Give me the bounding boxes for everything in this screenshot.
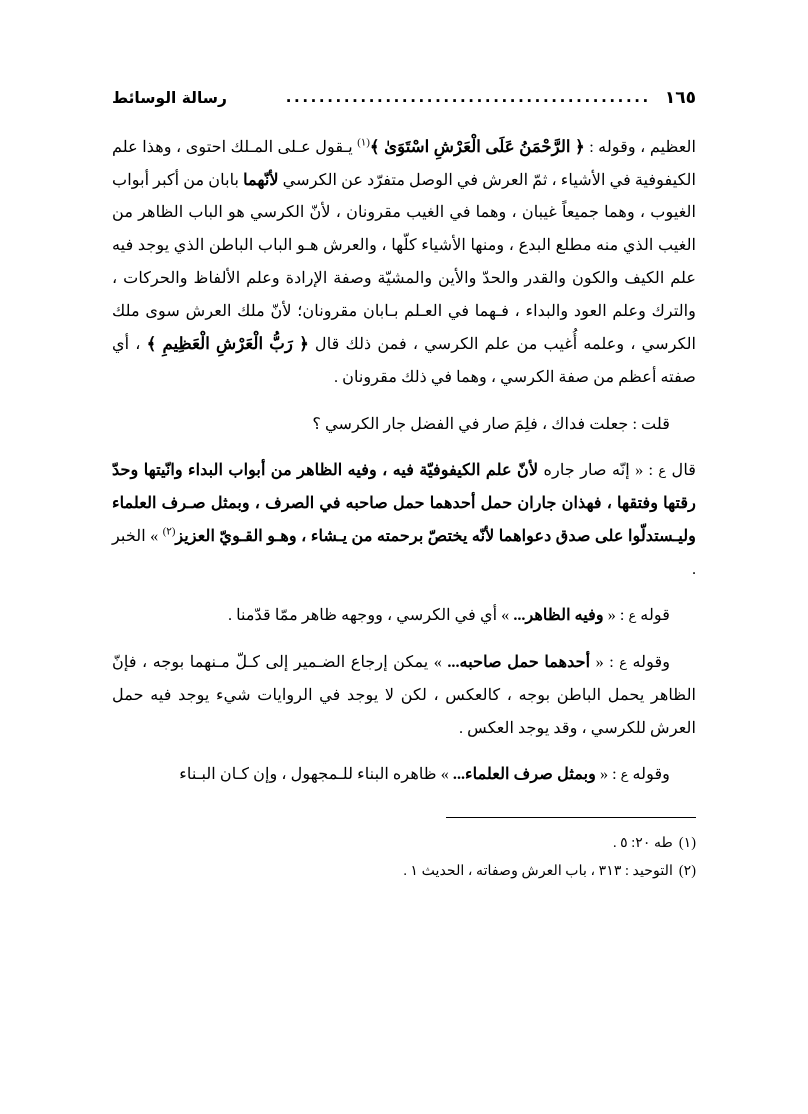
bold-run: أحدهما حمل صاحبه... xyxy=(447,653,591,672)
page-number: ١٦٥ xyxy=(664,88,696,108)
footnote-marker: (٢) xyxy=(678,862,696,879)
text-run: » ظاهره البناء للـمجهول ، وإن كـان البـناء xyxy=(179,765,453,784)
text-run: : « xyxy=(595,765,621,784)
bold-run: وفيه الظاهر... xyxy=(513,606,604,625)
peace-be-upon-him-icon: ع xyxy=(628,609,637,625)
header-dot-leader: ............................................ xyxy=(285,88,651,106)
text-run: قلت : جعلت فداك ، فلِمَ صار في الفضل جار الكرسي ؟ xyxy=(312,414,670,433)
footnote-text: التوحيد : ٣١٣ ، باب العرش وصفاته ، الحديث ١ . xyxy=(403,862,673,879)
text-run: قال xyxy=(666,461,696,480)
text-run: : « xyxy=(603,606,629,625)
bold-run: لأنّ علم الكيفوفيّة فيه ، وفيه الظاهر من أبواب البداء وانّيتها وحدّ رقتها وفتقها ، فهذان جاران حمل أحدهما حمل صاحبه في الصرف ، وبمثل صـرف العلماء وليـستدلّوا على صدق دعواهما لأنّه يختصّ برحمته من يـشاء ، وهـو القـويّ العزيز xyxy=(112,461,696,545)
page-header xyxy=(112,88,696,108)
footnote-separator xyxy=(446,817,696,818)
footnote-item xyxy=(112,858,696,886)
text-run: : « إنّه صار جاره xyxy=(538,461,659,480)
text-run: : « xyxy=(590,653,620,672)
book-title: رسالة الوسائط xyxy=(112,89,227,107)
document-body xyxy=(112,130,696,791)
footnote-item xyxy=(112,830,696,858)
peace-be-upon-him-icon: ع xyxy=(620,768,629,784)
text-run: بابان من أكبر أبواب الغيوب ، وهما جميعاً غيبان ، وهما في الغيب مقرونان ، لأنّ الكرسي هو الباب الظاهر من الغيب الذي منه مطلع البدع ، ومنها الأشياء كلّها ، والعرش هـو الباب الباطن الذي يوجد فيه علم الكيف والكون والقدر والحدّ والأين والمشيّة وصفة الإرادة وعلم الألفاظ والحركات ، والترك وعلم العود والبداء ، فـهما في العـلم بـابان مقرونان؛ لأنّ ملك العرش سوى ملك الكرسي ، وعلمه أُغيب من علم الكرسي ، فمن ذلك قال xyxy=(112,170,696,354)
text-run: وقوله xyxy=(627,653,671,672)
paragraph-4 xyxy=(112,599,696,632)
peace-be-upon-him-icon: ع xyxy=(658,464,667,480)
text-run: » الخبر . xyxy=(112,526,696,578)
paragraph-5 xyxy=(112,646,696,744)
quran-verse: ﴿ رَبُّ الْعَرْشِ الْعَظِيمِ ﴾ xyxy=(146,334,309,354)
paragraph-6 xyxy=(112,758,696,791)
text-run: » يمكن إرجاع الضـمير إلى كـلّ مـنهما بوجه ، فإنّ الظاهر يحمل الباطن بوجه ، كالعكس ، لكن لا يوجد في الروايات شيء يوجد فيه حمل العرش للكرسي ، وقد يوجد العكس . xyxy=(112,653,696,737)
footnote-ref-2: (٢) xyxy=(162,526,176,538)
footnote-list xyxy=(112,830,696,885)
paragraph-1 xyxy=(112,130,696,394)
paragraph-2 xyxy=(112,408,696,441)
footnote-marker: (١) xyxy=(678,834,696,851)
text-run: وقوله xyxy=(628,765,670,784)
bold-run: لأنّهما xyxy=(243,170,279,189)
text-run: يـقول عـلى المـلك احتوى ، وهذا علم الكيفوفية في الأشياء ، ثمّ العرش في الوصل متفرّد عن الكرسي xyxy=(112,138,696,189)
text-run: » أي في الكرسي ، ووجهه ظاهر ممّا قدّمنا . xyxy=(227,606,514,625)
quran-verse: ﴿ الرَّحْمَنُ عَلَى الْعَرْشِ اسْتَوَىٰ ﴾ xyxy=(369,137,585,156)
peace-be-upon-him-icon: ع xyxy=(619,656,627,672)
text-run: ، أي صفته أعظم من صفة الكرسي ، وهما في ذلك مقرونان . xyxy=(112,335,696,387)
text-run: العظيم ، وقوله : xyxy=(584,138,696,156)
bold-run: وبمثل صرف العلماء... xyxy=(452,765,596,784)
paragraph-3 xyxy=(112,454,696,585)
text-run: قوله xyxy=(636,606,670,625)
footnote-ref-1: (١) xyxy=(357,137,370,149)
footnote-text: طه ٢٠: ٥ . xyxy=(612,834,673,851)
